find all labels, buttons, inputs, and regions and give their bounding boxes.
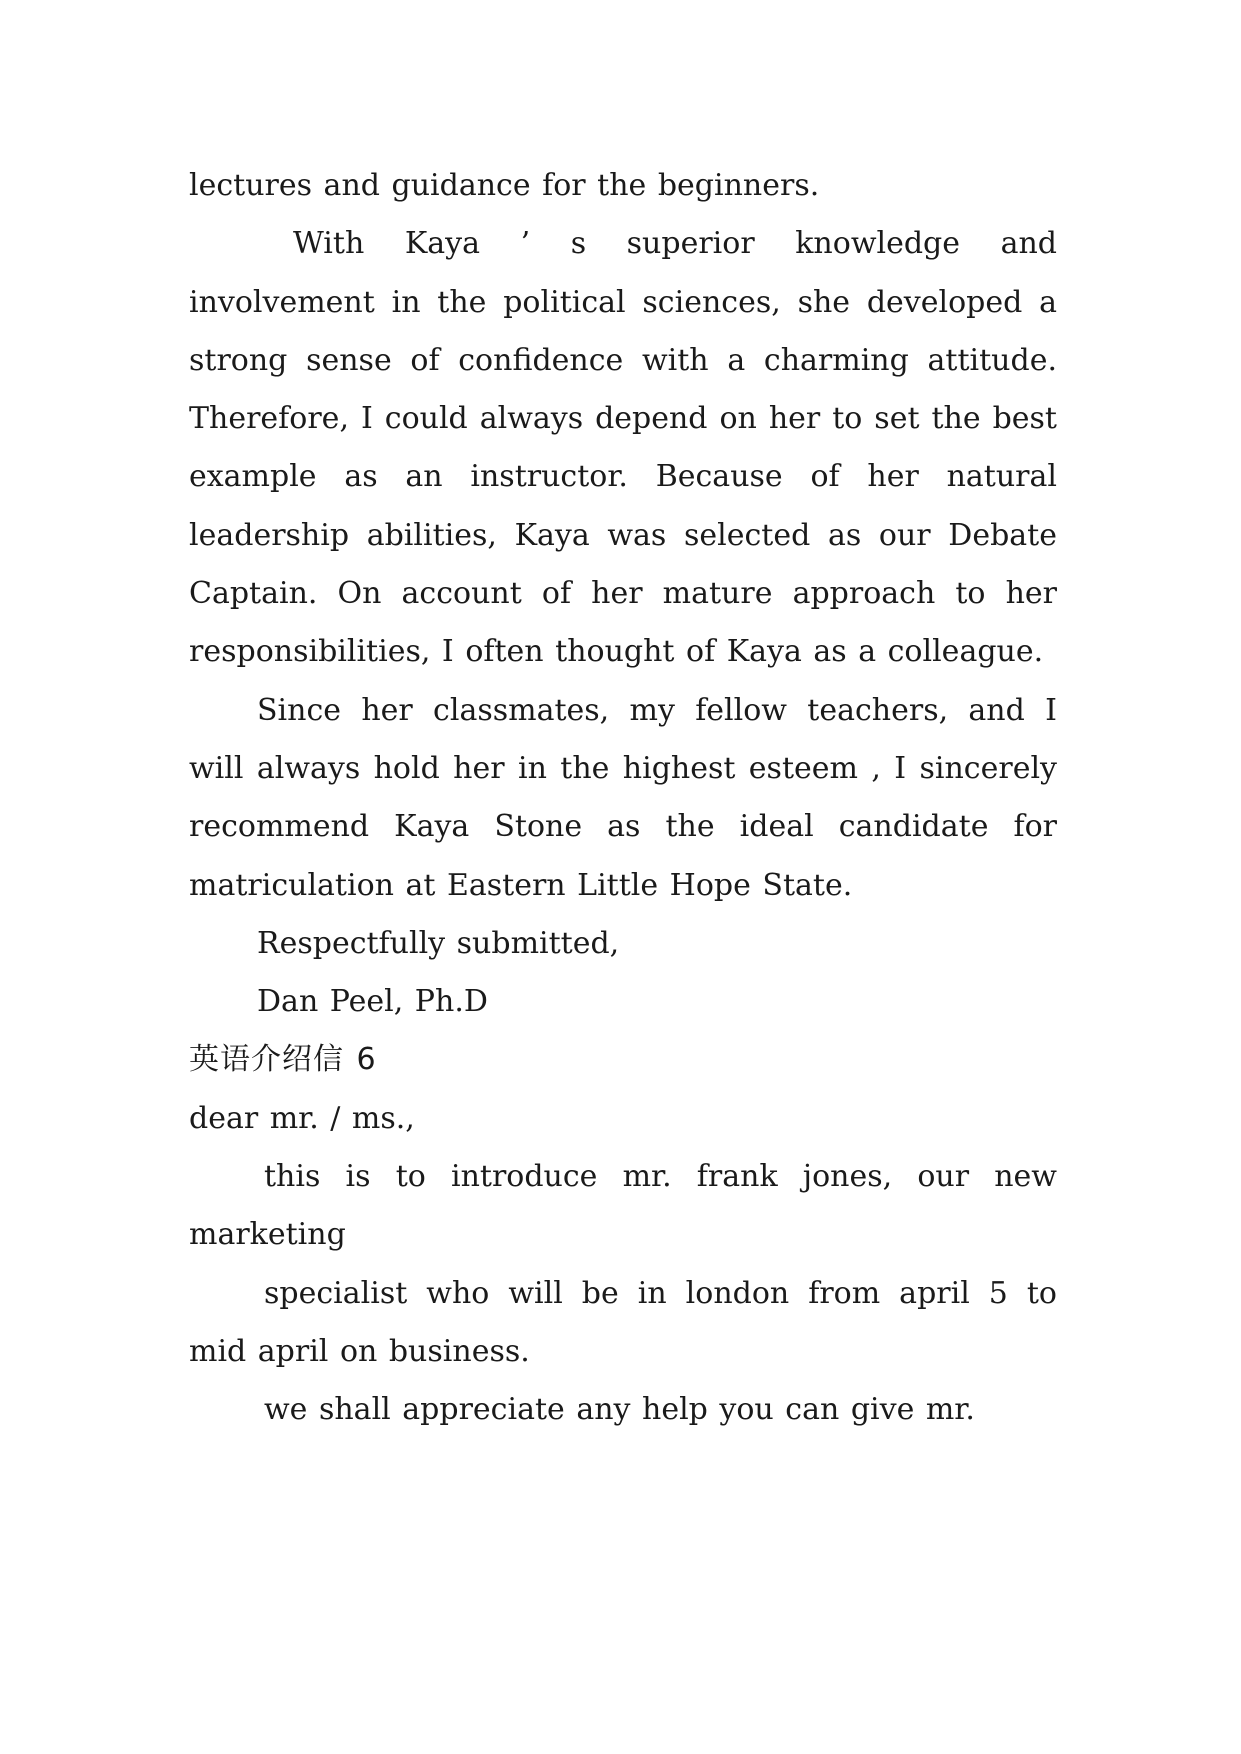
paragraph-continuation: lectures and guidance for the beginners. — [189, 168, 820, 203]
document-body — [189, 157, 1057, 1440]
paragraph-specialist: specialist who will be in london from april 5 to mid april on business. — [189, 1275, 1057, 1369]
letter-salutation: dear mr. / ms., — [189, 1100, 415, 1136]
closing-line: Respectfully submitted, — [257, 925, 620, 961]
paragraph-recommendation: Since her classmates, my fellow teachers, and I will always hold her in the highest esteem , I sincerely recommend Kaya Stone as the ideal candidate for matriculation at Eastern Little Hope State. — [189, 692, 1057, 903]
signature-name: Dan Peel, Ph.D — [257, 984, 488, 1020]
paragraph-introduction: this is to introduce mr. frank jones, our new marketing — [189, 1159, 1057, 1253]
paragraph-appreciation: we shall appreciate any help you can give mr. — [264, 1392, 975, 1428]
section-heading: 英语介绍信 6 — [189, 1042, 377, 1078]
paragraph-kaya-knowledge: With Kaya ’ s superior knowledge and involvement in the political sciences, she developed a strong sense of confidence with a charming attitude. Therefore, I could always depend on her to set the best example as an instructor. Because of her natural leadership abilities, Kaya was selected as our Debate Captain. On account of her mature approach to her responsibilities, I often thought of Kaya as a colleague. — [189, 226, 1057, 670]
